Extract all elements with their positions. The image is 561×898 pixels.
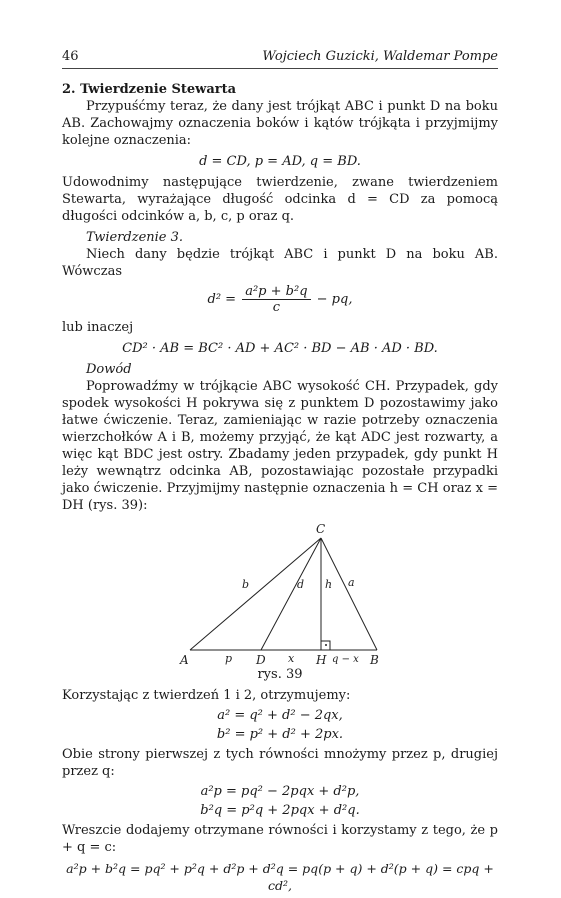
equation-a2: a² = q² + d² − 2qx, [217,708,343,723]
paragraph-stewart: Udowodnimy następujące twierdzenie, zwane twierdzeniem Stewarta, wyrażające długość odcinka d = CD za pomocą długości odcinków a, b, c, p oraz q. [62,175,498,224]
equation-b2: b² = p² + d² + 2px. [216,727,344,742]
lub-inaczej: lub inaczej [62,320,134,335]
segment-cd [261,538,321,650]
segment-bc [321,538,377,650]
label-c: C [316,522,326,536]
paragraph-mnozymy: Obie strony pierwszej z tych równości mnożymy przez p, drugiej przez q: [62,747,498,779]
eq-rhs: − pq, [316,292,353,307]
page-number: 46 [62,49,79,64]
label-a: A [180,653,189,667]
label-side-h: h [325,578,333,591]
triangle-diagram [62,518,498,668]
running-header [62,48,498,69]
paragraph-korzystajac: Korzystając z twierdzeń 1 i 2, otrzymujemy: [62,688,351,703]
theorem-label: Twierdzenie 3. [86,230,184,245]
equation-final: a²p + b²q = pq² + p²q + d²p + d²q = pq(p + q) + d²(p + q) = cpq + cd², [66,861,494,893]
label-h: H [316,653,327,667]
label-side-a: a [348,576,355,589]
authors: Wojciech Guzicki, Waldemar Pompe [262,49,498,64]
label-d: D [256,653,266,667]
paragraph-intro: Przypuśćmy teraz, że dany jest trójkąt ABC i punkt D na boku AB. Zachowajmy oznaczenia boków i kątów trójkąta i przyjmijmy kolejne oznaczenia: [62,99,498,148]
label-seg-qx: q − x [332,654,359,665]
equation-notation: d = CD, p = AD, q = BD. [199,154,361,169]
equation-stewart-alt: CD² · AB = BC² · AD + AC² · BD − AB · AD · BD. [122,341,438,356]
label-seg-x: x [288,652,295,665]
equations-law-of-cosines [62,706,498,744]
equation-b2q: b²q = p²q + 2pqx + d²q. [200,803,360,818]
label-seg-p: p [225,652,233,665]
eq-fraction [242,284,310,315]
equations-multiplied [62,782,498,820]
figure-caption: rys. 39 [257,667,303,682]
eq-denominator: c [272,300,280,315]
label-side-b: b [242,578,250,591]
page-content [62,48,498,898]
equation-stewart [62,284,498,315]
eq-numerator: a²p + b²q [242,284,310,300]
right-angle-dot [325,644,327,646]
segment-ac [190,538,321,650]
proof-text: Poprowadźmy w trójkącie ABC wysokość CH. Przypadek, gdy spodek wysokości H pokrywa się z punktem D pozostawimy jako łatwe ćwiczenie. Teraz, zamieniając w razie potrzeby oznaczenia wierzchołków A i B, możemy przyjąć, że kąt ADC jest rozwarty, a więc kąt BDC jest ostry. Zbadamy jeden przypadek, gdy punkt H leży wewnątrz odcinka AB, pozostawiając pozostałe przypadki jako ćwiczenie. Przyjmijmy następnie oznaczenia h = CH oraz x = DH (rys. 39): [62,379,498,513]
label-side-d: d [297,578,305,591]
paragraph-dodajemy: Wreszcie dodajemy otrzymane równości i korzystamy z tego, że p + q = c: [62,823,498,855]
equation-a2p: a²p = pq² − 2pqx + d²p, [200,784,360,799]
proof-label: Dowód [86,362,132,377]
theorem-text: Niech dany będzie trójkąt ABC i punkt D na boku AB. Wówczas [62,247,498,279]
label-b: B [370,653,379,667]
eq-lhs: d² = [207,292,237,307]
figure-39 [62,518,498,668]
section-title: 2. Twierdzenie Stewarta [62,82,237,97]
